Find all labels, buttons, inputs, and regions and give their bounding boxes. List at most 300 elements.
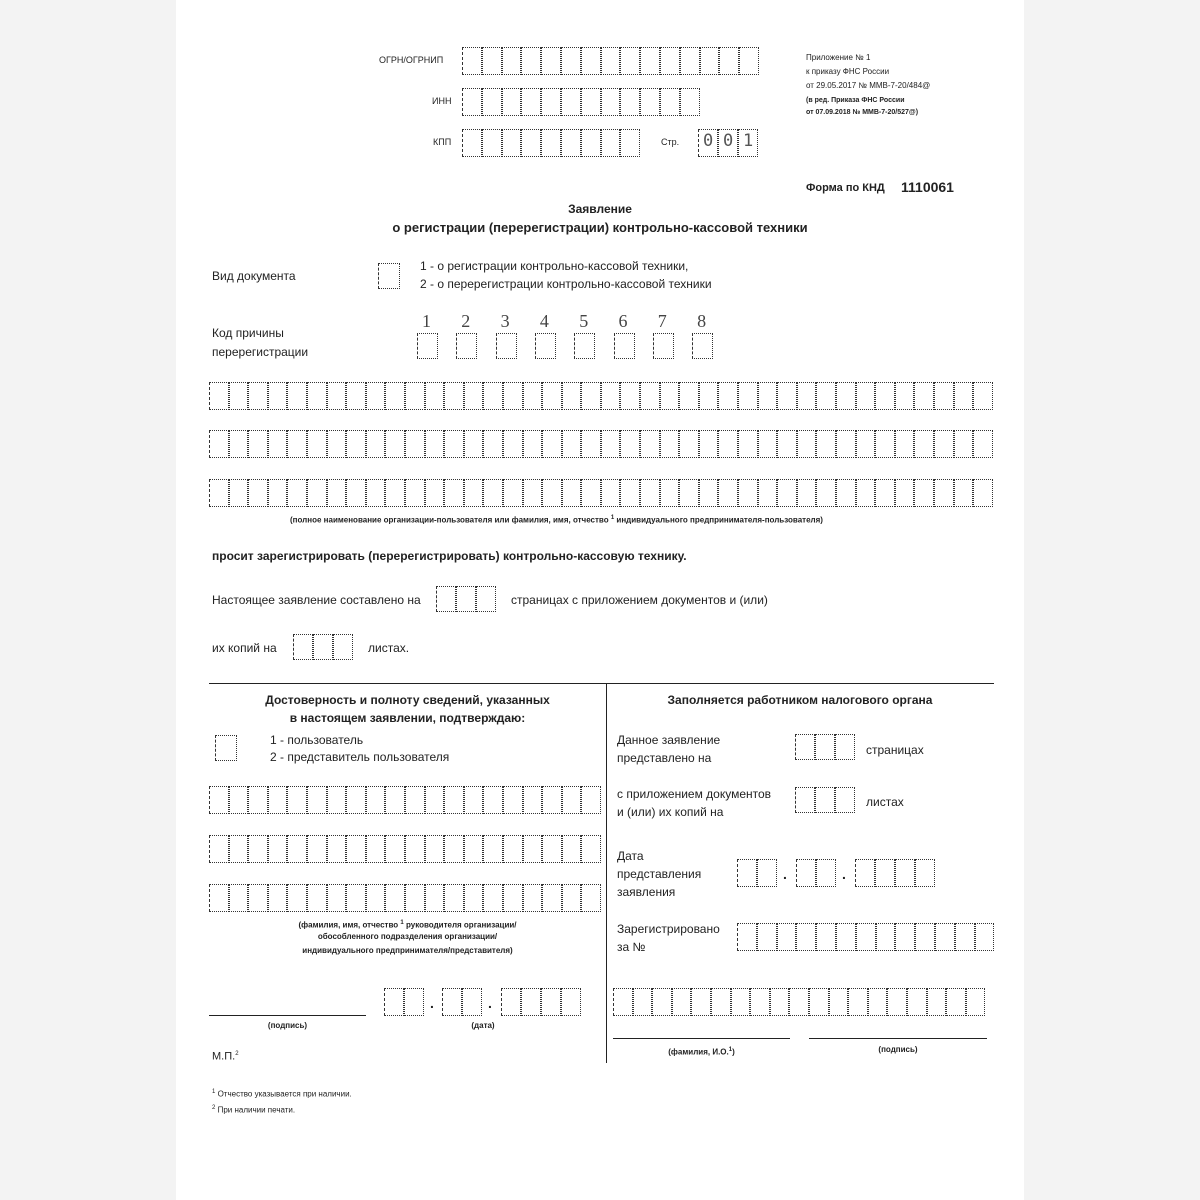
input-cell[interactable] bbox=[268, 786, 288, 814]
input-cell[interactable] bbox=[444, 884, 464, 912]
input-cell[interactable] bbox=[815, 734, 835, 760]
input-cell[interactable] bbox=[307, 479, 327, 507]
input-cell[interactable] bbox=[620, 129, 640, 157]
input-cell[interactable] bbox=[620, 479, 640, 507]
input-cell[interactable] bbox=[523, 835, 543, 863]
input-cell[interactable] bbox=[895, 430, 915, 458]
input-cell[interactable] bbox=[738, 382, 758, 410]
input-cell[interactable] bbox=[307, 430, 327, 458]
input-cell[interactable] bbox=[934, 479, 954, 507]
input-cell[interactable] bbox=[444, 430, 464, 458]
input-cell[interactable] bbox=[789, 988, 809, 1016]
input-cell[interactable] bbox=[835, 734, 855, 760]
input-cell[interactable] bbox=[209, 430, 229, 458]
input-cell[interactable] bbox=[652, 988, 672, 1016]
input-cell[interactable] bbox=[777, 430, 797, 458]
input-cell[interactable] bbox=[758, 382, 778, 410]
input-cell[interactable] bbox=[464, 479, 484, 507]
input-cell[interactable] bbox=[483, 479, 503, 507]
input-cell[interactable] bbox=[815, 787, 835, 813]
input-cell[interactable] bbox=[737, 923, 757, 951]
input-cell[interactable] bbox=[523, 430, 543, 458]
input-cell[interactable] bbox=[770, 988, 790, 1016]
input-cell[interactable] bbox=[875, 479, 895, 507]
input-cell[interactable] bbox=[719, 47, 739, 75]
reason-code-7-checkbox[interactable] bbox=[653, 333, 674, 359]
input-cell[interactable] bbox=[795, 787, 815, 813]
input-cell[interactable] bbox=[503, 835, 523, 863]
date-month-field[interactable] bbox=[442, 988, 482, 1016]
input-cell[interactable] bbox=[601, 430, 621, 458]
input-cell[interactable] bbox=[503, 382, 523, 410]
input-cell[interactable] bbox=[346, 430, 366, 458]
input-cell[interactable] bbox=[699, 382, 719, 410]
input-cell[interactable] bbox=[502, 47, 522, 75]
input-cell[interactable] bbox=[640, 88, 660, 116]
input-cell[interactable] bbox=[521, 47, 541, 75]
input-cell[interactable] bbox=[731, 988, 751, 1016]
input-cell[interactable] bbox=[973, 479, 993, 507]
input-cell[interactable] bbox=[796, 923, 816, 951]
input-cell[interactable] bbox=[915, 859, 935, 887]
input-cell[interactable] bbox=[503, 884, 523, 912]
input-cell[interactable] bbox=[640, 47, 660, 75]
input-cell[interactable] bbox=[660, 47, 680, 75]
input-cell[interactable] bbox=[797, 382, 817, 410]
input-cell[interactable] bbox=[581, 430, 601, 458]
input-cell[interactable] bbox=[436, 586, 456, 612]
officer-name-field[interactable] bbox=[613, 988, 985, 1016]
input-cell[interactable] bbox=[444, 479, 464, 507]
input-cell[interactable] bbox=[287, 835, 307, 863]
input-cell[interactable] bbox=[875, 382, 895, 410]
input-cell[interactable] bbox=[209, 479, 229, 507]
input-cell[interactable] bbox=[613, 988, 633, 1016]
input-cell[interactable] bbox=[444, 382, 464, 410]
input-cell[interactable] bbox=[887, 988, 907, 1016]
input-cell[interactable] bbox=[601, 88, 621, 116]
submit-date-year-field[interactable] bbox=[855, 859, 935, 887]
input-cell[interactable] bbox=[541, 88, 561, 116]
input-cell[interactable] bbox=[268, 884, 288, 912]
input-cell[interactable] bbox=[914, 430, 934, 458]
input-cell[interactable] bbox=[699, 430, 719, 458]
input-cell[interactable] bbox=[366, 884, 386, 912]
input-cell[interactable] bbox=[562, 835, 582, 863]
input-cell[interactable] bbox=[711, 988, 731, 1016]
input-cell[interactable] bbox=[581, 382, 601, 410]
input-cell[interactable] bbox=[313, 634, 333, 660]
input-cell[interactable] bbox=[895, 923, 915, 951]
input-cell[interactable] bbox=[797, 430, 817, 458]
fio-row-1[interactable] bbox=[209, 786, 601, 814]
input-cell[interactable] bbox=[209, 884, 229, 912]
input-cell[interactable] bbox=[425, 430, 445, 458]
kpp-field[interactable] bbox=[462, 129, 640, 157]
input-cell[interactable] bbox=[620, 88, 640, 116]
input-cell[interactable] bbox=[739, 47, 759, 75]
input-cell[interactable] bbox=[385, 479, 405, 507]
input-cell[interactable] bbox=[562, 382, 582, 410]
reason-code-8-checkbox[interactable] bbox=[692, 333, 713, 359]
input-cell[interactable] bbox=[385, 884, 405, 912]
input-cell[interactable] bbox=[797, 479, 817, 507]
input-cell[interactable] bbox=[327, 835, 347, 863]
input-cell[interactable] bbox=[248, 786, 268, 814]
input-cell[interactable] bbox=[405, 382, 425, 410]
input-cell[interactable] bbox=[758, 479, 778, 507]
input-cell[interactable] bbox=[462, 47, 482, 75]
input-cell[interactable] bbox=[679, 382, 699, 410]
input-cell[interactable] bbox=[462, 88, 482, 116]
input-cell[interactable] bbox=[464, 430, 484, 458]
input-cell[interactable] bbox=[523, 479, 543, 507]
input-cell[interactable] bbox=[521, 88, 541, 116]
input-cell[interactable] bbox=[973, 382, 993, 410]
input-cell[interactable] bbox=[856, 382, 876, 410]
input-cell[interactable] bbox=[346, 786, 366, 814]
input-cell[interactable] bbox=[482, 88, 502, 116]
input-cell[interactable] bbox=[848, 988, 868, 1016]
input-cell[interactable] bbox=[562, 430, 582, 458]
input-cell[interactable] bbox=[476, 586, 496, 612]
registered-number-field[interactable] bbox=[737, 923, 994, 951]
input-cell[interactable] bbox=[366, 479, 386, 507]
input-cell[interactable] bbox=[456, 586, 476, 612]
submitted-pages-field[interactable] bbox=[795, 734, 855, 760]
input-cell[interactable] bbox=[855, 859, 875, 887]
input-cell[interactable] bbox=[503, 430, 523, 458]
input-cell[interactable] bbox=[229, 786, 249, 814]
input-cell[interactable] bbox=[777, 923, 797, 951]
input-cell[interactable] bbox=[501, 988, 521, 1016]
input-cell[interactable] bbox=[229, 884, 249, 912]
input-cell[interactable] bbox=[464, 786, 484, 814]
input-cell[interactable] bbox=[816, 430, 836, 458]
reason-code-2-checkbox[interactable] bbox=[456, 333, 477, 359]
input-cell[interactable] bbox=[973, 430, 993, 458]
input-cell[interactable] bbox=[700, 47, 720, 75]
input-cell[interactable] bbox=[425, 786, 445, 814]
input-cell[interactable] bbox=[346, 835, 366, 863]
input-cell[interactable] bbox=[856, 923, 876, 951]
input-cell[interactable] bbox=[464, 382, 484, 410]
input-cell[interactable] bbox=[954, 382, 974, 410]
input-cell[interactable] bbox=[405, 479, 425, 507]
input-cell[interactable] bbox=[378, 263, 400, 289]
input-cell[interactable] bbox=[444, 786, 464, 814]
date-year-field[interactable] bbox=[501, 988, 581, 1016]
input-cell[interactable] bbox=[248, 382, 268, 410]
input-cell[interactable] bbox=[718, 382, 738, 410]
input-cell[interactable] bbox=[718, 430, 738, 458]
input-cell[interactable] bbox=[248, 479, 268, 507]
input-cell[interactable] bbox=[777, 479, 797, 507]
input-cell[interactable] bbox=[679, 479, 699, 507]
input-cell[interactable] bbox=[482, 129, 502, 157]
input-cell[interactable] bbox=[737, 859, 757, 887]
reason-code-3-checkbox[interactable] bbox=[496, 333, 517, 359]
input-cell[interactable] bbox=[462, 129, 482, 157]
input-cell[interactable] bbox=[816, 382, 836, 410]
input-cell[interactable] bbox=[796, 859, 816, 887]
input-cell[interactable] bbox=[640, 430, 660, 458]
input-cell[interactable] bbox=[680, 47, 700, 75]
input-cell[interactable] bbox=[483, 884, 503, 912]
input-cell[interactable] bbox=[907, 988, 927, 1016]
input-cell[interactable] bbox=[620, 47, 640, 75]
input-cell[interactable] bbox=[816, 859, 836, 887]
input-cell[interactable] bbox=[620, 430, 640, 458]
input-cell[interactable] bbox=[816, 923, 836, 951]
input-cell[interactable] bbox=[829, 988, 849, 1016]
input-cell[interactable] bbox=[483, 835, 503, 863]
input-cell[interactable] bbox=[640, 382, 660, 410]
input-cell[interactable] bbox=[561, 988, 581, 1016]
input-cell[interactable] bbox=[966, 988, 986, 1016]
input-cell[interactable] bbox=[914, 382, 934, 410]
ogrn-field[interactable] bbox=[462, 47, 759, 75]
input-cell[interactable] bbox=[248, 835, 268, 863]
input-cell[interactable] bbox=[640, 479, 660, 507]
input-cell[interactable] bbox=[895, 382, 915, 410]
input-cell[interactable] bbox=[561, 88, 581, 116]
input-cell[interactable] bbox=[581, 479, 601, 507]
input-cell[interactable] bbox=[229, 430, 249, 458]
input-cell[interactable] bbox=[293, 634, 313, 660]
input-cell[interactable] bbox=[287, 382, 307, 410]
input-cell[interactable] bbox=[209, 382, 229, 410]
input-cell[interactable] bbox=[307, 884, 327, 912]
input-cell[interactable] bbox=[483, 382, 503, 410]
input-cell[interactable] bbox=[327, 786, 347, 814]
input-cell[interactable] bbox=[835, 787, 855, 813]
input-cell[interactable] bbox=[268, 835, 288, 863]
input-cell[interactable] bbox=[307, 786, 327, 814]
input-cell[interactable] bbox=[975, 923, 995, 951]
input-cell[interactable] bbox=[405, 884, 425, 912]
input-cell[interactable] bbox=[836, 382, 856, 410]
name-row-3[interactable] bbox=[209, 479, 993, 507]
input-cell[interactable] bbox=[268, 382, 288, 410]
input-cell[interactable] bbox=[809, 988, 829, 1016]
input-cell[interactable] bbox=[366, 430, 386, 458]
input-cell[interactable] bbox=[660, 88, 680, 116]
input-cell[interactable] bbox=[346, 479, 366, 507]
input-cell[interactable] bbox=[581, 786, 601, 814]
inn-field[interactable] bbox=[462, 88, 700, 116]
input-cell[interactable] bbox=[718, 479, 738, 507]
date-day-field[interactable] bbox=[384, 988, 424, 1016]
input-cell[interactable] bbox=[503, 479, 523, 507]
input-cell[interactable] bbox=[405, 430, 425, 458]
input-cell[interactable] bbox=[562, 786, 582, 814]
input-cell[interactable] bbox=[927, 988, 947, 1016]
input-cell[interactable] bbox=[672, 988, 692, 1016]
reason-code-1-checkbox[interactable] bbox=[417, 333, 438, 359]
input-cell[interactable] bbox=[248, 430, 268, 458]
input-cell[interactable] bbox=[523, 884, 543, 912]
input-cell[interactable] bbox=[875, 859, 895, 887]
input-cell[interactable] bbox=[542, 479, 562, 507]
input-cell[interactable] bbox=[868, 988, 888, 1016]
input-cell[interactable] bbox=[777, 382, 797, 410]
input-cell[interactable] bbox=[954, 430, 974, 458]
input-cell[interactable] bbox=[581, 884, 601, 912]
input-cell[interactable] bbox=[562, 479, 582, 507]
input-cell[interactable] bbox=[750, 988, 770, 1016]
input-cell[interactable] bbox=[502, 129, 522, 157]
input-cell[interactable] bbox=[327, 430, 347, 458]
input-cell[interactable] bbox=[346, 884, 366, 912]
input-cell[interactable] bbox=[502, 88, 522, 116]
input-cell[interactable] bbox=[541, 129, 561, 157]
input-cell[interactable] bbox=[633, 988, 653, 1016]
input-cell[interactable] bbox=[521, 988, 541, 1016]
input-cell[interactable] bbox=[287, 786, 307, 814]
input-cell[interactable] bbox=[442, 988, 462, 1016]
input-cell[interactable] bbox=[738, 479, 758, 507]
input-cell[interactable] bbox=[327, 382, 347, 410]
input-cell[interactable] bbox=[561, 47, 581, 75]
input-cell[interactable] bbox=[876, 923, 896, 951]
input-cell[interactable] bbox=[542, 430, 562, 458]
input-cell[interactable] bbox=[404, 988, 424, 1016]
input-cell[interactable] bbox=[464, 835, 484, 863]
input-cell[interactable] bbox=[601, 129, 621, 157]
pages-count-field[interactable] bbox=[436, 586, 496, 612]
input-cell[interactable] bbox=[384, 988, 404, 1016]
input-cell[interactable] bbox=[542, 382, 562, 410]
copies-count-field[interactable] bbox=[293, 634, 353, 660]
input-cell[interactable] bbox=[757, 859, 777, 887]
input-cell[interactable] bbox=[464, 884, 484, 912]
input-cell[interactable] bbox=[562, 884, 582, 912]
input-cell[interactable] bbox=[287, 430, 307, 458]
attach-sheets-field[interactable] bbox=[795, 787, 855, 813]
input-cell[interactable] bbox=[483, 430, 503, 458]
input-cell[interactable] bbox=[268, 430, 288, 458]
input-cell[interactable] bbox=[209, 835, 229, 863]
reason-code-6-checkbox[interactable] bbox=[614, 333, 635, 359]
input-cell[interactable] bbox=[581, 835, 601, 863]
input-cell[interactable] bbox=[287, 479, 307, 507]
submit-date-month-field[interactable] bbox=[796, 859, 836, 887]
input-cell[interactable] bbox=[327, 479, 347, 507]
input-cell[interactable] bbox=[836, 430, 856, 458]
input-cell[interactable] bbox=[934, 382, 954, 410]
input-cell[interactable] bbox=[679, 430, 699, 458]
input-cell[interactable] bbox=[757, 923, 777, 951]
input-cell[interactable] bbox=[346, 382, 366, 410]
input-cell[interactable] bbox=[483, 786, 503, 814]
reason-code-4-checkbox[interactable] bbox=[535, 333, 556, 359]
input-cell[interactable] bbox=[444, 835, 464, 863]
input-cell[interactable] bbox=[287, 884, 307, 912]
fio-row-3[interactable] bbox=[209, 884, 601, 912]
input-cell[interactable] bbox=[307, 835, 327, 863]
input-cell[interactable] bbox=[523, 786, 543, 814]
input-cell[interactable] bbox=[581, 129, 601, 157]
input-cell[interactable] bbox=[561, 129, 581, 157]
input-cell[interactable] bbox=[307, 382, 327, 410]
input-cell[interactable] bbox=[955, 923, 975, 951]
input-cell[interactable] bbox=[914, 479, 934, 507]
input-cell[interactable] bbox=[385, 382, 405, 410]
input-cell[interactable] bbox=[660, 382, 680, 410]
name-row-2[interactable] bbox=[209, 430, 993, 458]
input-cell[interactable] bbox=[601, 47, 621, 75]
input-cell[interactable] bbox=[425, 382, 445, 410]
input-cell[interactable] bbox=[385, 430, 405, 458]
input-cell[interactable] bbox=[620, 382, 640, 410]
input-cell[interactable] bbox=[425, 884, 445, 912]
input-cell[interactable] bbox=[738, 430, 758, 458]
input-cell[interactable] bbox=[366, 786, 386, 814]
reason-code-5-checkbox[interactable] bbox=[574, 333, 595, 359]
input-cell[interactable] bbox=[758, 430, 778, 458]
name-row-1[interactable] bbox=[209, 382, 993, 410]
input-cell[interactable] bbox=[215, 735, 237, 761]
input-cell[interactable] bbox=[405, 835, 425, 863]
input-cell[interactable] bbox=[915, 923, 935, 951]
input-cell[interactable] bbox=[385, 786, 405, 814]
input-cell[interactable] bbox=[541, 47, 561, 75]
confirm-type-field[interactable] bbox=[215, 735, 237, 761]
doc-type-field[interactable] bbox=[378, 263, 400, 289]
input-cell[interactable] bbox=[327, 884, 347, 912]
input-cell[interactable] bbox=[816, 479, 836, 507]
input-cell[interactable] bbox=[366, 835, 386, 863]
input-cell[interactable] bbox=[954, 479, 974, 507]
input-cell[interactable] bbox=[503, 786, 523, 814]
submit-date-day-field[interactable] bbox=[737, 859, 777, 887]
input-cell[interactable] bbox=[366, 382, 386, 410]
input-cell[interactable] bbox=[856, 430, 876, 458]
input-cell[interactable] bbox=[542, 884, 562, 912]
input-cell[interactable] bbox=[462, 988, 482, 1016]
input-cell[interactable] bbox=[660, 479, 680, 507]
input-cell[interactable] bbox=[601, 382, 621, 410]
input-cell[interactable] bbox=[229, 835, 249, 863]
input-cell[interactable] bbox=[521, 129, 541, 157]
input-cell[interactable] bbox=[856, 479, 876, 507]
input-cell[interactable] bbox=[581, 47, 601, 75]
input-cell[interactable] bbox=[542, 835, 562, 863]
input-cell[interactable] bbox=[895, 479, 915, 507]
input-cell[interactable] bbox=[934, 430, 954, 458]
input-cell[interactable] bbox=[523, 382, 543, 410]
input-cell[interactable] bbox=[836, 479, 856, 507]
input-cell[interactable] bbox=[836, 923, 856, 951]
input-cell[interactable] bbox=[795, 734, 815, 760]
input-cell[interactable] bbox=[482, 47, 502, 75]
input-cell[interactable] bbox=[405, 786, 425, 814]
input-cell[interactable] bbox=[581, 88, 601, 116]
input-cell[interactable] bbox=[229, 382, 249, 410]
input-cell[interactable] bbox=[601, 479, 621, 507]
input-cell[interactable] bbox=[333, 634, 353, 660]
input-cell[interactable] bbox=[541, 988, 561, 1016]
input-cell[interactable] bbox=[660, 430, 680, 458]
input-cell[interactable] bbox=[895, 859, 915, 887]
input-cell[interactable] bbox=[248, 884, 268, 912]
input-cell[interactable] bbox=[935, 923, 955, 951]
input-cell[interactable] bbox=[875, 430, 895, 458]
input-cell[interactable] bbox=[425, 479, 445, 507]
input-cell[interactable] bbox=[268, 479, 288, 507]
input-cell[interactable] bbox=[385, 835, 405, 863]
